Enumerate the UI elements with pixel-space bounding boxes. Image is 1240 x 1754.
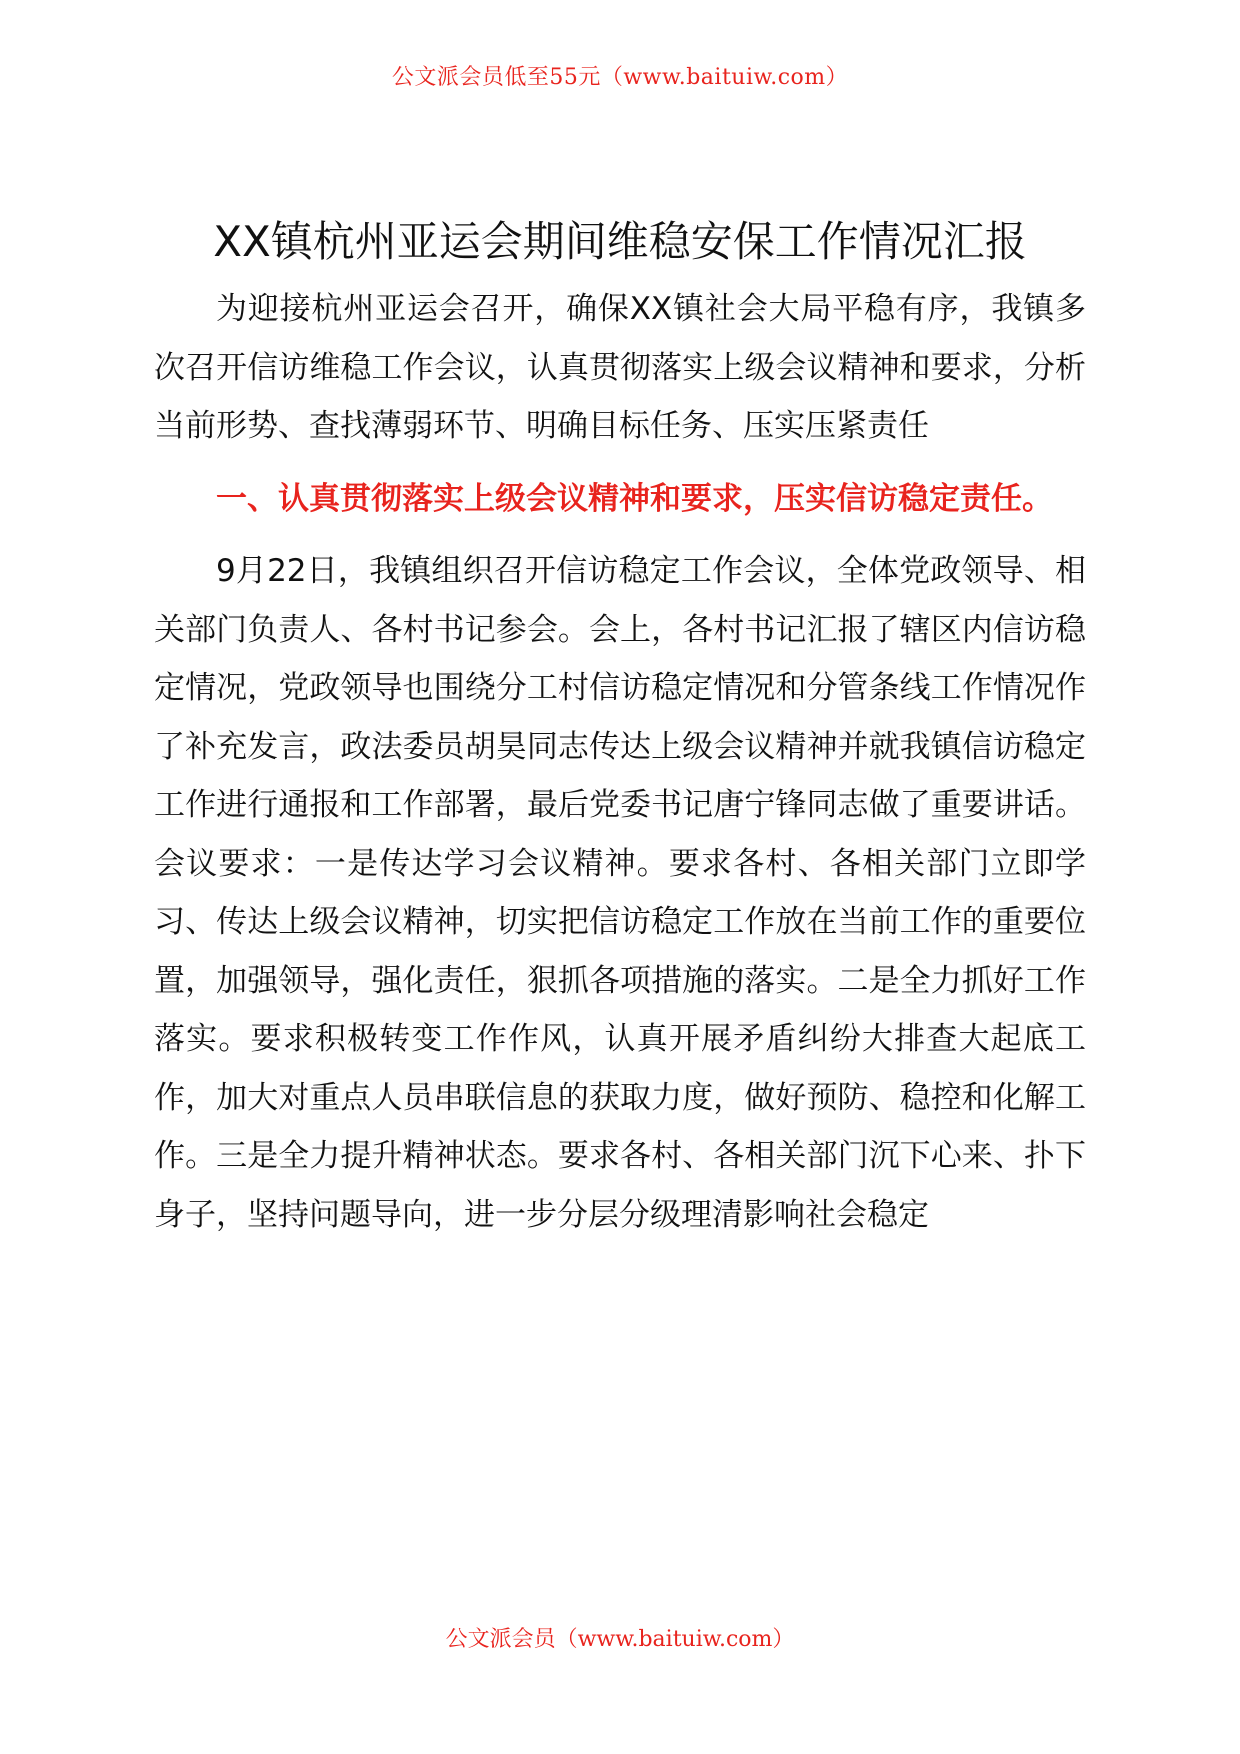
document-body xyxy=(154,280,1086,1244)
section-body-paragraph: 9月22日，我镇组织召开信访稳定工作会议，全体党政领导、相关部门负责人、各村书记参会。会上，各村书记汇报了辖区内信访稳定情况，党政领导也围绕分工村信访稳定情况和分管条线工作情况作了补充发言，政法委员胡昊同志传达上级会议精神并就我镇信访稳定工作进行通报和工作部署，最后党委书记唐宁锋同志做了重要讲话。会议要求：一是传达学习会议精神。要求各村、各相关部门立即学习、传达上级会议精神，切实把信访稳定工作放在当前工作的重要位置，加强领导，强化责任，狠抓各项措施的落实。二是全力抓好工作落实。要求积极转变工作作风，认真开展矛盾纠纷大排查大起底工作，加大对重点人员串联信息的获取力度，做好预防、稳控和化解工作。三是全力提升精神状态。要求各村、各相关部门沉下心来、扑下身子，坚持问题导向，进一步分层分级理清影响社会稳定 xyxy=(154,553,1086,1233)
intro-paragraph: 为迎接杭州亚运会召开，确保XX镇社会大局平稳有序，我镇多次召开信访维稳工作会议，认真贯彻落实上级会议精神和要求，分析当前形势、查找薄弱环节、明确目标任务、压实压紧责任 xyxy=(154,291,1086,444)
footer-promo-banner: 公文派会员（www.baituiw.com） xyxy=(445,1627,795,1652)
header-promo-banner: 公文派会员低至55元（www.baituiw.com） xyxy=(391,65,849,90)
document-title: XX镇杭州亚运会期间维稳安保工作情况汇报 xyxy=(213,217,1027,266)
section-heading: 一、认真贯彻落实上级会议精神和要求，压实信访稳定责任。 xyxy=(216,480,1053,517)
